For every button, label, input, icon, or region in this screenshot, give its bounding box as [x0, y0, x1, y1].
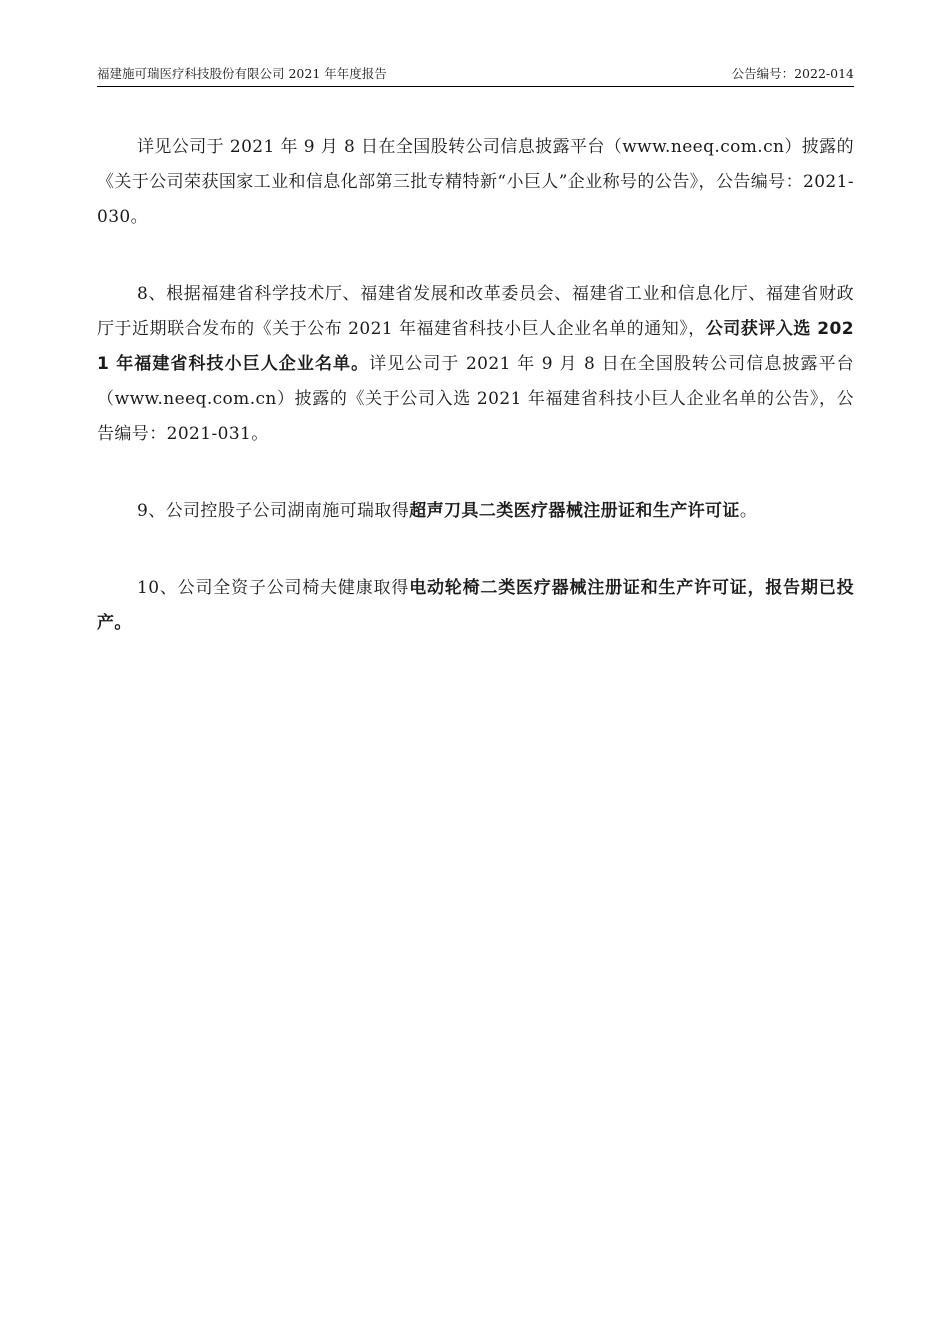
- paragraph-text: 详见公司于 2021 年 9 月 8 日在全国股转公司信息披露平台（www.neeq.com.cn）披露的《关于公司荣获国家工业和信息化部第三批专精特新“小巨人”企业称号的公告》，公告编号：2021-030。: [97, 137, 854, 227]
- paragraph-bold-text: 超声刀具二类医疗器械注册证和生产许可证: [409, 501, 740, 521]
- paragraph-bold-text: 电动轮椅二类医疗器械注册证和生产许可证，报告期已投产。: [97, 578, 855, 633]
- paragraph-bold-text: 公司获评入选 2021 年福建省科技小巨人企业名单。: [97, 319, 854, 374]
- paragraph-item-9: [97, 494, 854, 529]
- header-report-title: 福建施可瑞医疗科技股份有限公司 2021 年年度报告: [97, 66, 387, 81]
- paragraph-text: 8、根据福建省科学技术厅、福建省发展和改革委员会、福建省工业和信息化厅、福建省财政厅于近期联合发布的《关于公布 2021 年福建省科技小巨人企业名单的通知》，: [97, 284, 854, 339]
- paragraph-item-8: [97, 277, 854, 452]
- document-body: [97, 130, 854, 683]
- header-announcement-number: 公告编号：2022-014: [731, 66, 854, 81]
- paragraph-detail-030: [97, 130, 854, 235]
- paragraph-text: 。: [739, 501, 758, 521]
- paragraph-text: 10、公司全资子公司椅夫健康取得: [137, 578, 410, 598]
- page-header: [97, 64, 854, 87]
- paragraph-text: 详见公司于 2021 年 9 月 8 日在全国股转公司信息披露平台（www.neeq.com.cn）披露的《关于公司入选 2021 年福建省科技小巨人企业名单的公告》，公告编号：2021-031。: [97, 354, 854, 444]
- paragraph-text: 9、公司控股子公司湖南施可瑞取得: [137, 501, 410, 521]
- paragraph-item-10: [97, 571, 854, 641]
